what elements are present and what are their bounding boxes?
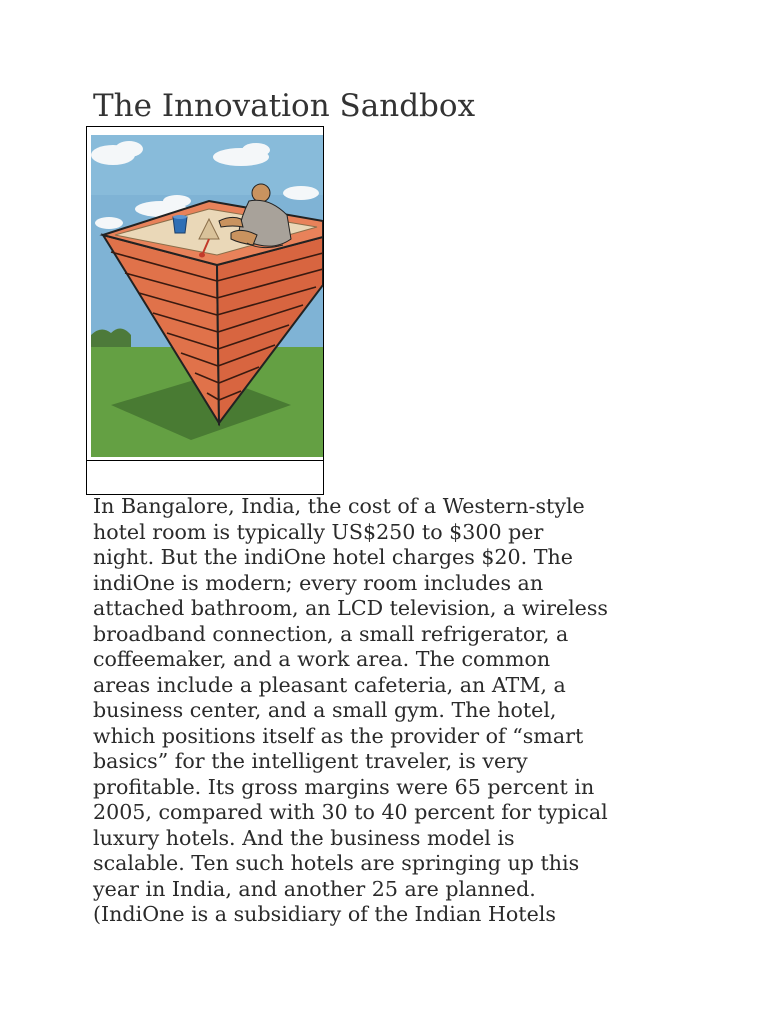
body-line: profitable. Its gross margins were 65 percent in xyxy=(93,774,595,799)
page-title: The Innovation Sandbox xyxy=(93,88,476,124)
body-line: 2005, compared with 30 to 40 percent for typical xyxy=(93,800,608,824)
body-line: attached bathroom, an LCD television, a wireless xyxy=(93,596,609,620)
body-line: basics” for the intelligent traveler, is very xyxy=(93,749,528,773)
body-line: luxury hotels. And the business model is xyxy=(93,825,515,850)
figure-divider xyxy=(87,460,323,461)
body-line: scalable. Ten such hotels are springing up this xyxy=(93,851,580,875)
body-paragraph xyxy=(93,494,693,928)
body-line: which positions itself as the provider of “smart xyxy=(93,723,584,748)
body-line: night. But the indiOne hotel charges $20. The xyxy=(93,545,573,569)
body-line: broadband connection, a small refrigerator, a xyxy=(93,621,569,646)
body-line: In Bangalore, India, the cost of a Western-style xyxy=(93,494,585,518)
body-line: indiOne is modern; every room includes an xyxy=(93,570,544,595)
body-line: (IndiOne is a subsidiary of the Indian Hotels xyxy=(93,902,556,926)
body-line: business center, and a small gym. The hotel, xyxy=(93,698,557,722)
figure-frame xyxy=(86,126,324,495)
body-line: year in India, and another 25 are planned. xyxy=(93,876,536,901)
inverted-pyramid-sandbox-illustration xyxy=(91,135,323,457)
body-line: coffeemaker, and a work area. The common xyxy=(93,647,551,671)
body-line: areas include a pleasant cafeteria, an ATM, a xyxy=(93,672,566,697)
body-line: hotel room is typically US$250 to $300 per xyxy=(93,519,544,544)
